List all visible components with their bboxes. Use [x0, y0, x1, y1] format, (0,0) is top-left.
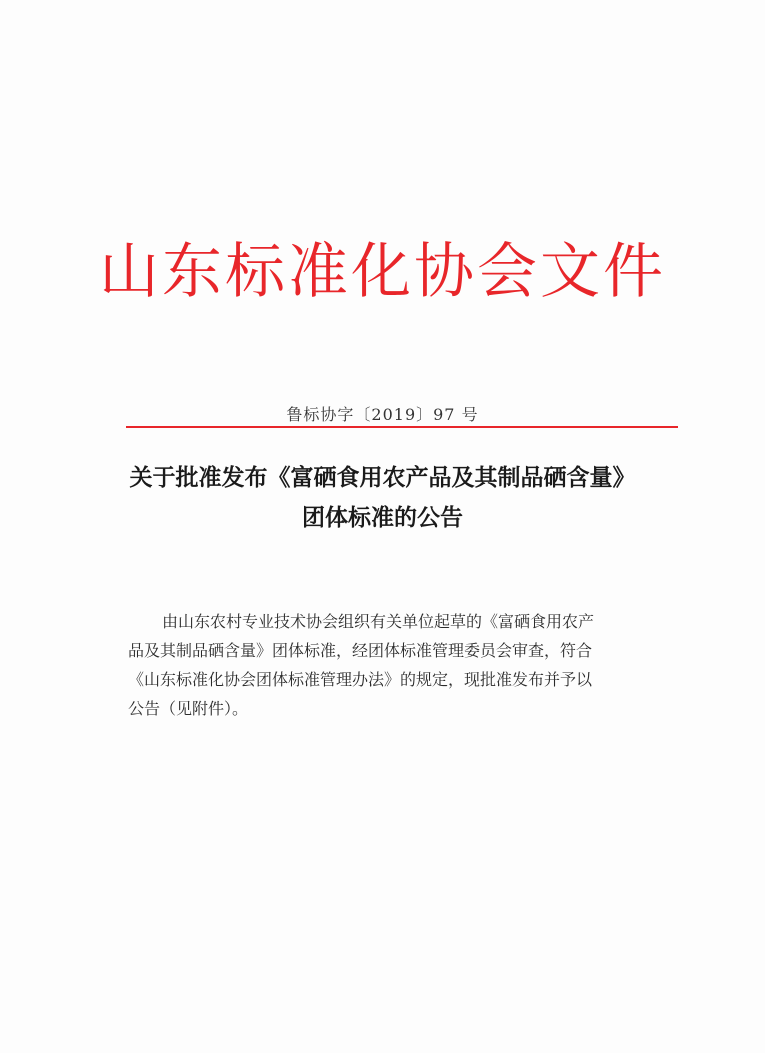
notice-title: [0, 458, 765, 538]
header-divider-line: [126, 426, 678, 428]
notice-body: [128, 607, 648, 723]
organization-header-title: 山东标准化协会文件: [99, 237, 666, 307]
notice-title-line-2: 团体标准的公告: [302, 504, 463, 531]
body-line-1: 由山东农村专业技术协会组织有关单位起草的《富硒食用农产: [162, 612, 595, 631]
document-number: 鲁标协字〔2019〕97 号: [286, 405, 479, 424]
body-line-2: 品及其制品硒含量》团体标准，经团体标准管理委员会审查，符合: [128, 641, 593, 660]
body-line-4: 公告（见附件）。: [128, 699, 249, 718]
body-line-3: 《山东标准化协会团体标准管理办法》的规定，现批准发布并予以: [128, 670, 593, 689]
notice-title-line-1: 关于批准发布《富硒食用农产品及其制品硒含量》: [129, 464, 636, 491]
